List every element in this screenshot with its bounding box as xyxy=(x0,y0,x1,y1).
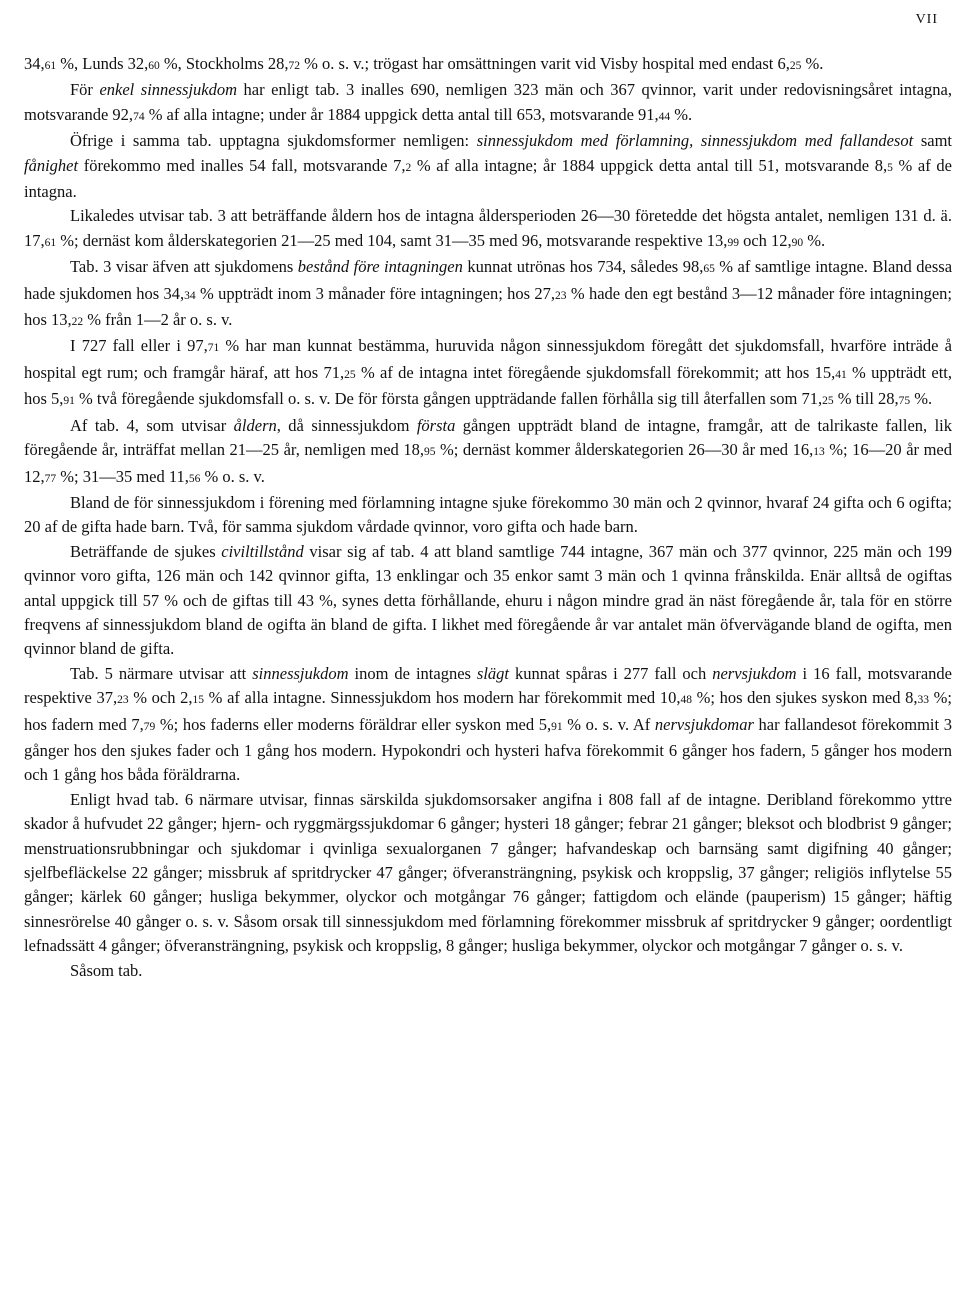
decimal-digits: 60 xyxy=(148,60,160,72)
decimal-digits: 90 xyxy=(791,236,804,249)
decimal-digits: 99 xyxy=(727,236,739,249)
italic-term: enkel sinnessjukdom xyxy=(99,80,238,100)
decimal-digits: 95 xyxy=(423,446,436,459)
paragraph: Såsom tab. xyxy=(70,960,143,980)
decimal-digits: 23 xyxy=(555,289,567,302)
paragraph: Enligt hvad tab. 6 närmare utvisar, finnas särskilda sjukdomsorsaker angifna i 808 fall af de intagne. Deribland förekommo yttre skador å hufvudet 22 gånger; hjern- och ryggmärgssjukdomar 6 gånger; hysteri 18 gånger; febrar 21 gånger; bleksot och blodbrist 9 gånger; menstruationsrubbningar och sjukdomar i qvinliga sexualorganen 7 gånger; hafvandeskap och barnsäng samt digifning 40 gånger; sjelfbefläckelse 22 gånger; missbruk af spritdrycker 47 gånger; öfveransträngning, psykisk och kroppslig, 37 gånger; religiös inflytelse 55 gånger; kärlek 60 gånger; husliga bekymmer, olyckor och motgångar 76 gånger; fattigdom och elände (pauperism) 15 gånger; häftig sinnesrörelse 40 gånger o. s. v. Såsom orsak till sinnessjukdom med förlamning förekommer missbruk af spritdrycker 9 gånger; oordentligt lefnadssätt 4 gånger; öfveransträngning, psykisk och kroppslig, 8 gånger; husliga bekymmer, olyckor och motgångar 7 gånger o. s. v. xyxy=(24,789,952,956)
decimal-digits: 91 xyxy=(63,395,75,408)
decimal-digits: 61 xyxy=(44,60,57,72)
paragraph: Beträffande de sjukes civiltillstånd visar sig af tab. 4 att bland samtlige 744 intagne, 367 män och 377 qvinnor, 225 män och 199 qvinnor voro gifta, 126 män och 142 qvinnor gifta, 13 enklingar och 35 enkor samt 3 män och 1 qvinna frånskilda. Enär alltså de ogiftas antal uppgick till 57 % och de giftas till 43 %, synes detta förhållande, ehuru i någon mindre grad än näst föregående år, tala för en större freqvens af sinnessjukdom bland de ogifta än bland de gifta. I likhet med föregående år var antalet män öfvervägande bland de ogifta, men qvinnor bland de gifta. xyxy=(24,541,952,659)
decimal-digits: 72 xyxy=(288,60,301,72)
paragraph: Tab. 5 närmare utvisar att sinnessjukdom inom de intagnes slägt kunnat spåras i 277 fall och nervsjukdom i 16 fall, motsvarande respektive 37,23 % och 2,15 % af alla intagne. Sinnessjukdom hos modern har förekommit med 10,48 %; hos den sjukes syskon med 8,33 %; hos fadern med 7,79 %; hos faderns eller moderns föräldrar eller syskon med 5,91 % o. s. v. Af nervsjukdomar har fallandesot förekommit 3 gånger hos den sjukes fader och 1 gång hos modern. Hypokondri och hysteri hafva förekommit 6 gånger hos fadern, 5 gånger hos modern och 1 gång hos båda föräldrarna. xyxy=(24,663,952,785)
decimal-digits: 75 xyxy=(898,395,911,408)
decimal-digits: 33 xyxy=(917,694,930,707)
italic-term: bestånd före intagningen xyxy=(297,257,463,277)
decimal-digits: 15 xyxy=(192,694,205,707)
italic-term: nervsjukdomar xyxy=(654,714,754,734)
decimal-digits: 25 xyxy=(789,60,802,72)
page-number: VII xyxy=(915,12,938,27)
decimal-digits: 48 xyxy=(680,694,692,707)
decimal-digits: 65 xyxy=(703,263,715,276)
decimal-digits: 34 xyxy=(184,289,196,302)
italic-term: civiltillstånd xyxy=(221,541,304,561)
italic-term: första xyxy=(416,415,456,435)
decimal-digits: 56 xyxy=(188,472,201,485)
paragraph: I 727 fall eller i 97,71 % har man kunnat bestämma, huruvida någon sinnessjukdom föregått det sjukdomsfall, hvarföre inträde å hospital egt rum; och framgår häraf, att hos 71,25 % af de intagna intet föregående sjukdomsfall förekommit; att hos 15,41 % uppträdt ett, hos 5,91 % två föregående sjukdomsfall o. s. v. De för första gången uppträdande fallen förhålla sig till återfallen som 71,25 % till 28,75 %. xyxy=(24,336,952,409)
decimal-digits: 22 xyxy=(71,316,84,329)
paragraph: 34,61 %, Lunds 32,60 %, Stockholms 28,72 % o. s. v.; trögast har omsättningen varit vid Visby hospital med endast 6,25 %. xyxy=(24,54,824,73)
decimal-digits: 91 xyxy=(551,720,563,733)
decimal-digits: 5 xyxy=(887,161,893,174)
decimal-digits: 25 xyxy=(344,368,356,381)
body-text xyxy=(24,52,952,983)
italic-term: sinnessjukdom med förlamning, sinnessjukdom med fallandesot xyxy=(476,131,914,151)
italic-term: nervsjukdom xyxy=(712,663,797,683)
italic-term: åldern xyxy=(233,415,277,435)
decimal-digits: 23 xyxy=(117,694,129,707)
decimal-digits: 61 xyxy=(44,236,57,249)
italic-term: slägt xyxy=(476,663,510,683)
paragraph: Likaledes utvisar tab. 3 att beträffande åldern hos de intagna åldersperioden 26—30 företedde det högsta antalet, nemligen 131 d. ä. 17,61 %; dernäst kom ålderskategorien 21—25 med 104, samt 31—35 med 96, motsvarande respektive 13,99 och 12,90 %. xyxy=(24,206,952,250)
paragraph: Af tab. 4, som utvisar åldern, då sinnessjukdom första gången uppträdt bland de intagne, framgår, att de talrikaste fallen, lik föregående år, inträffat mellan 21—25 år, nemligen med 18,95 %; dernäst kommer ålderskategorien 26—30 år med 16,13 %; 16—20 år med 12,77 %; 31—35 med 11,56 % o. s. v. xyxy=(24,415,953,486)
paragraph: För enkel sinnessjukdom har enligt tab. 3 inalles 690, nemligen 323 män och 367 qvinnor, varit under redovisningsåret intagna, motsvarande 92,74 % af alla intagne; under år 1884 uppgick detta antal till 653, motsvarande 91,44 %. xyxy=(24,80,952,124)
decimal-digits: 41 xyxy=(835,368,847,381)
decimal-digits: 77 xyxy=(44,472,57,485)
decimal-digits: 44 xyxy=(658,110,671,123)
italic-term: sinnessjukdom xyxy=(252,663,349,683)
italic-term: fånighet xyxy=(24,155,79,175)
decimal-digits: 2 xyxy=(405,161,412,174)
paragraph: Öfrige i samma tab. upptagna sjukdomsformer nemligen: sinnessjukdom med förlamning, sinnessjukdom med fallandesot samt fånighet förekommo med inalles 54 fall, motsvarande 7,2 % af alla intagne; år 1884 uppgick detta antal till 51, motsvarande 8,5 % af de intagna. xyxy=(24,131,952,202)
paragraph: Bland de för sinnessjukdom i förening med förlamning intagne sjuke förekommo 30 män och 2 qvinnor, hvaraf 24 gifta och 6 ogifta; 20 af de gifta hade barn. Två, för samma sjukdom vårdade qvinnor, voro gifta och hade barn. xyxy=(24,492,952,537)
decimal-digits: 13 xyxy=(813,446,825,459)
decimal-digits: 71 xyxy=(207,342,220,355)
decimal-digits: 79 xyxy=(143,720,156,733)
decimal-digits: 74 xyxy=(133,110,145,123)
decimal-digits: 25 xyxy=(822,395,834,408)
paragraph: Tab. 3 visar äfven att sjukdomens bestånd före intagningen kunnat utrönas hos 734, således 98,65 % af samtlige intagne. Bland dessa hade sjukdomen hos 34,34 % uppträdt inom 3 månader före intagningen; hos 27,23 % hade den egt bestånd 3—12 månader före intagningen; hos 13,22 % från 1—2 år o. s. v. xyxy=(24,257,953,330)
